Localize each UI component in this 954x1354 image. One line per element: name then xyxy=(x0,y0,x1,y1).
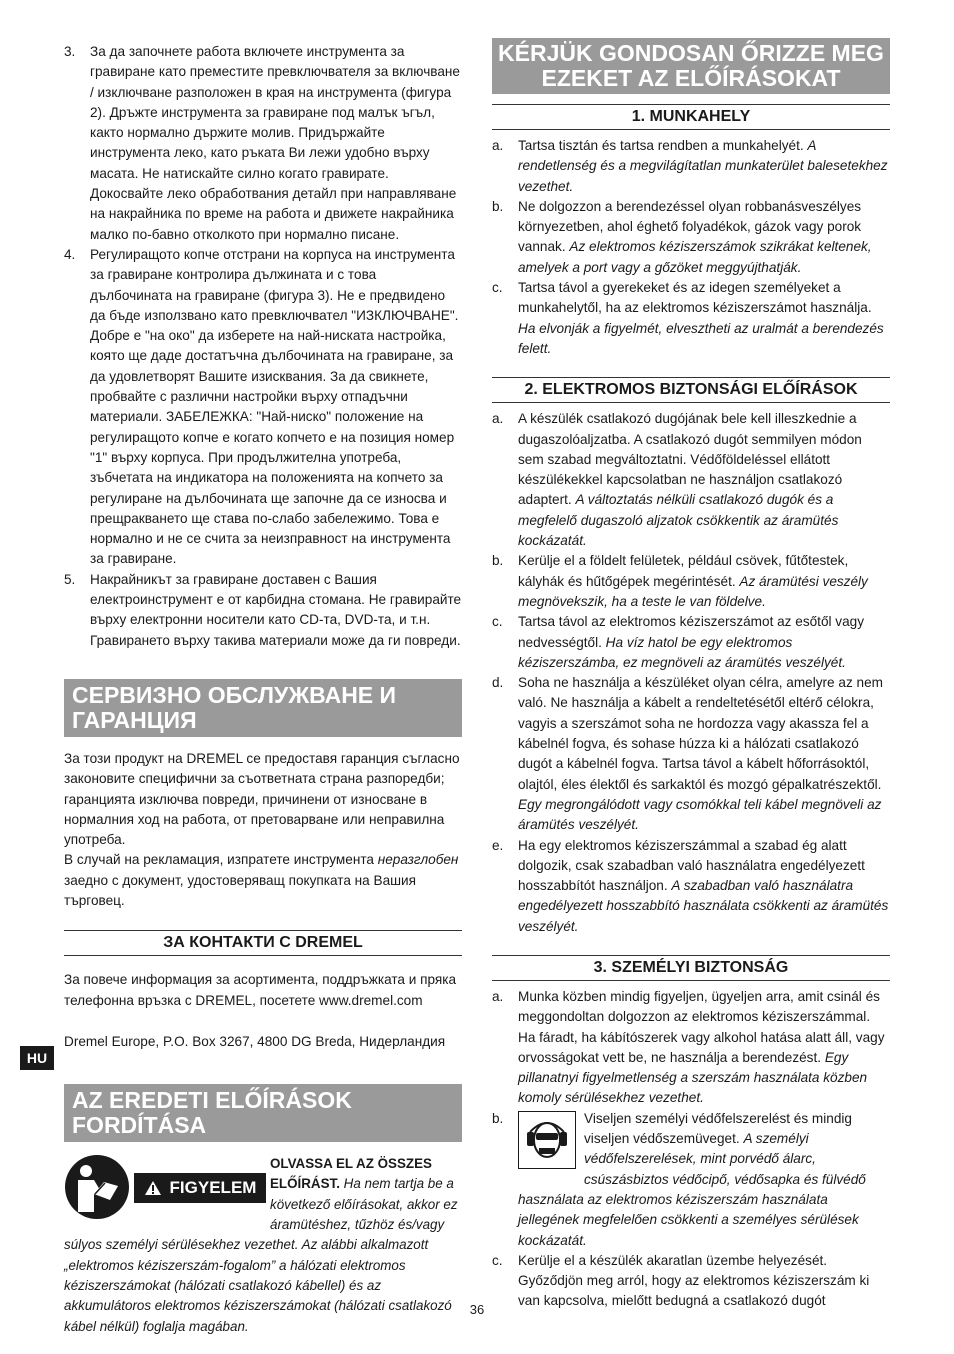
list-item xyxy=(64,42,462,245)
language-badge: HU xyxy=(20,1046,54,1070)
warning-triangle-icon xyxy=(144,1180,162,1196)
right-column xyxy=(492,38,890,1312)
list-item: b. Ne dolgozzon a berendezéssel olyan robbanásveszélyes környezetben, ahol éghető folyadékok, gázok vagy porok vannak. Az elektromos kéziszerszámok szikrákat keltenek, amelyek a port vagy a gőzöket meggyújthatják. xyxy=(492,198,872,275)
warning-graphics xyxy=(64,1154,270,1220)
section-2-title: 2. ELEKTROMOS BIZTONSÁGI ELŐÍRÁSOK xyxy=(492,377,890,403)
page-number: 36 xyxy=(469,1302,485,1317)
list-item: a. A készülék csatlakozó dugójának bele kell illeszkednie a dugaszolóaljzatba. A csatlakozó dugót semmilyen módon sem szabad megváltoztatni. Védőföldeléssel ellátott készülékekkel kapcsolatban ne használjon csatlakozó adaptert. A változtatás nélküli csatlakozó dugók és a megfelelő dugaszoló aljzatok csökkentik az áramütés kockázatát. xyxy=(492,411,862,549)
list-item: c. Kerülje el a készülék akaratlan üzembe helyezését. Győződjön meg arról, hogy az elektromos kéziszerszám ki van kapcsolva, mielőtt bedugná a csatlakozó dugót xyxy=(492,1252,870,1309)
section-2 xyxy=(492,409,890,937)
item-number: 3. xyxy=(64,44,76,59)
left-column xyxy=(64,38,462,1337)
list-item xyxy=(64,245,462,570)
section-1 xyxy=(492,136,890,359)
list-item: e. Ha egy elektromos kéziszerszámmal a szabad ég alatt dolgozik, csak szabadban való használatra engedélyezett hosszabbítót használjon. A szabadban való használatra engedélyezett hosszabbító használata csökkenti az áramütés veszélyét. xyxy=(492,837,889,934)
list-item: c. Tartsa távol a gyerekeket és az idegen személyeket a munkahelytől, ha az elektromos kéziszerszámot használja. Ha elvonják a figyelmét, elvesztheti az uralmát a berendezés felett. xyxy=(492,280,884,356)
section-3 xyxy=(492,987,890,1312)
list-item: a. Tartsa tisztán és tartsa rendben a munkahelyét. A rendetlenség és a megvilágítatlan munkaterület balesetekhez vezethet. xyxy=(492,138,888,194)
list-item: d. Soha ne használja a készüléket olyan célra, amelyre az nem való. Ne használja a kábelt a rendeltetésétől eltérő célokra, vagyis a szerszámot soha ne hordozza vagy akassza fel a kábelnél fogva, és sohase húzza ki a hálózati csatlakozó dugót a kábelnél fogva. Tartsa távol a kábelt hőforrásoktól, olajtól, éles élektől és sarkaktól és mozgó gépalkatrészektől. Egy megrongálódott vagy csomókkal teli kábel megnöveli az áramütés veszélyét. xyxy=(492,675,883,833)
service-text: За този продукт на DREMEL се предоставя гаранция съгласно законовите специфични за съответната страна разпоредби; гаранцията изключва повреди, причинени от износване в нормалния ход на работа, от претоварване или неправилна употреба. xyxy=(64,750,460,848)
keep-instructions-heading: KÉRJÜK GONDOSAN ŐRIZZE MEG EZEKET AZ ELŐÍRÁSOKAT xyxy=(492,38,890,94)
eye-ear-protection-icon xyxy=(518,1111,576,1169)
section-1-title: 1. MUNKAHELY xyxy=(492,104,890,130)
item-number: 4. xyxy=(64,246,76,262)
item-text: Регулиращото копче отстрани на корпуса на инструмента за гравиране контролира дължината и с това дълбочината на гравиране (фигура 3). Не е предвидено да бъде използвано като превключвател "ИЗКЛЮЧВАНЕ". Добре е "на око" да изберете на най-ниската настройка, която ще даде достатъчна дълбочината на гравиране, за да удовлетворят Вашите изисквания. За да свикнете, пробвайте с различни настройки върху отпадъчни материали. ЗАБЕЛЕЖКА: "Най-ниско" положение на регулиращото копче е когато копчето е на позиция номер "1" върху корпуса. При продължителна употреба, зъбчетата на индикатора на положенията на копчето за регулиране на дълбочината ще започне да се износва и прещракването ще става по-слабо забележимо. Това е нормално и не се счита за неизправност на инструмента за гравиране. xyxy=(90,246,459,567)
warning-text: OLVASSA EL AZ ÖSSZES ELŐÍRÁST. Ha nem tartja be a következő előírásokat, akkor ez áramütéshez, tűzhöz és/vagy súlyos személyi sérülésekhez vezethet. Az alábbi alkalmazott „elektromos kéziszerszám-fogalom” a hálózati elektromos kéziszerszámokat (hálózati csatlakozó kábellel) és az akkumulátoros elektromos kéziszerszámokat (hálózati csatlakozó kábel nélkül) foglalja magában. xyxy=(64,1156,458,1334)
list-item: c. Tartsa távol az elektromos kéziszerszámot az esőtől vagy nedvességtől. Ha víz hatol be egy elektromos kéziszerszámba, ez megnöveli az áramütés veszélyét. xyxy=(492,614,865,670)
item-text: За да започнете работа включете инструмента за гравиране като преместите превключвателя за включване / изключване разположен в края на инструмента (фигура 2). Дръжте инструмента за гравиране под малък ъгъл, както нормално държите молив. Придържайте инструмента леко, като ръката Ви лежи удобно върху масата. Не натискайте силно когато гравирате. Докосвайте леко обработвания детайл при направляване на накрайника по време на работа и движете накрайника малко по-бавно отколкото при нормално писане. xyxy=(90,44,460,242)
contact-address: Dremel Europe, P.O. Box 3267, 4800 DG Breda, Нидерландия xyxy=(64,1033,446,1049)
item-text: Накрайникът за гравиране доставен с Вашия електроинструмент е от карбидна стомана. Не гравирайте върху електронни носители като CD-та, DVD-та, и т.н. Гравирането върху такива материали може да ги повреди. xyxy=(90,571,462,648)
section-3-title: 3. SZEMÉLYI BIZTONSÁG xyxy=(492,955,890,981)
list-item: b. Viseljen személyi védőfelszerelést és mindig viseljen védőszemüveget. A személyi védőfelszerelések, mint porvédő álarc, csúszásbiztos védőcipő, védősapka és fülvédő használata az elektromos kéziszerszám használata jellegének megfelelően csökkenti a személyes sérülések kockázatát. xyxy=(492,1110,866,1248)
list-item: b. Kerülje el a földelt felületek, például csövek, fűtőtestek, kályhák és hűtőgépek megérintését. Az áramütési veszély megnövekszik, ha a teste le van földelve. xyxy=(492,553,868,609)
list-item: a. Munka közben mindig figyeljen, ügyeljen arra, amit csinál és meggondoltan dolgozzon az elektromos kéziszerszámmal. Ha fáradt, ha kábítószerek vagy alkohol hatása alatt áll, vagy orvosságokat vett be, ne használja a berendezést. Egy pillanatnyi figyelmetlenség a szerszám használata közben komoly sérülésekhez vezethet. xyxy=(492,988,885,1106)
warning-label: FIGYELEM xyxy=(134,1173,266,1203)
contact-text: За повече информация за асортимента, поддръжката и пряка телефонна връзка с DREMEL, посетете www.dremel.com xyxy=(64,972,457,1008)
item-number: 5. xyxy=(64,571,76,587)
hu-heading: AZ EREDETI ELŐÍRÁSOK FORDÍTÁSA xyxy=(64,1084,462,1142)
read-manual-icon xyxy=(64,1154,130,1220)
contact-heading: ЗА КОНТАКТИ С DREMEL xyxy=(64,930,462,956)
service-text-2: В случай на рекламация, изпратете инструмента неразглобен заедно с документ, удостоверяващ покупката на Вашия търговец. xyxy=(64,852,459,908)
service-heading: СЕРВИЗНО ОБСЛУЖВАНЕ И ГАРАНЦИЯ xyxy=(64,679,462,737)
list-item xyxy=(64,570,462,651)
